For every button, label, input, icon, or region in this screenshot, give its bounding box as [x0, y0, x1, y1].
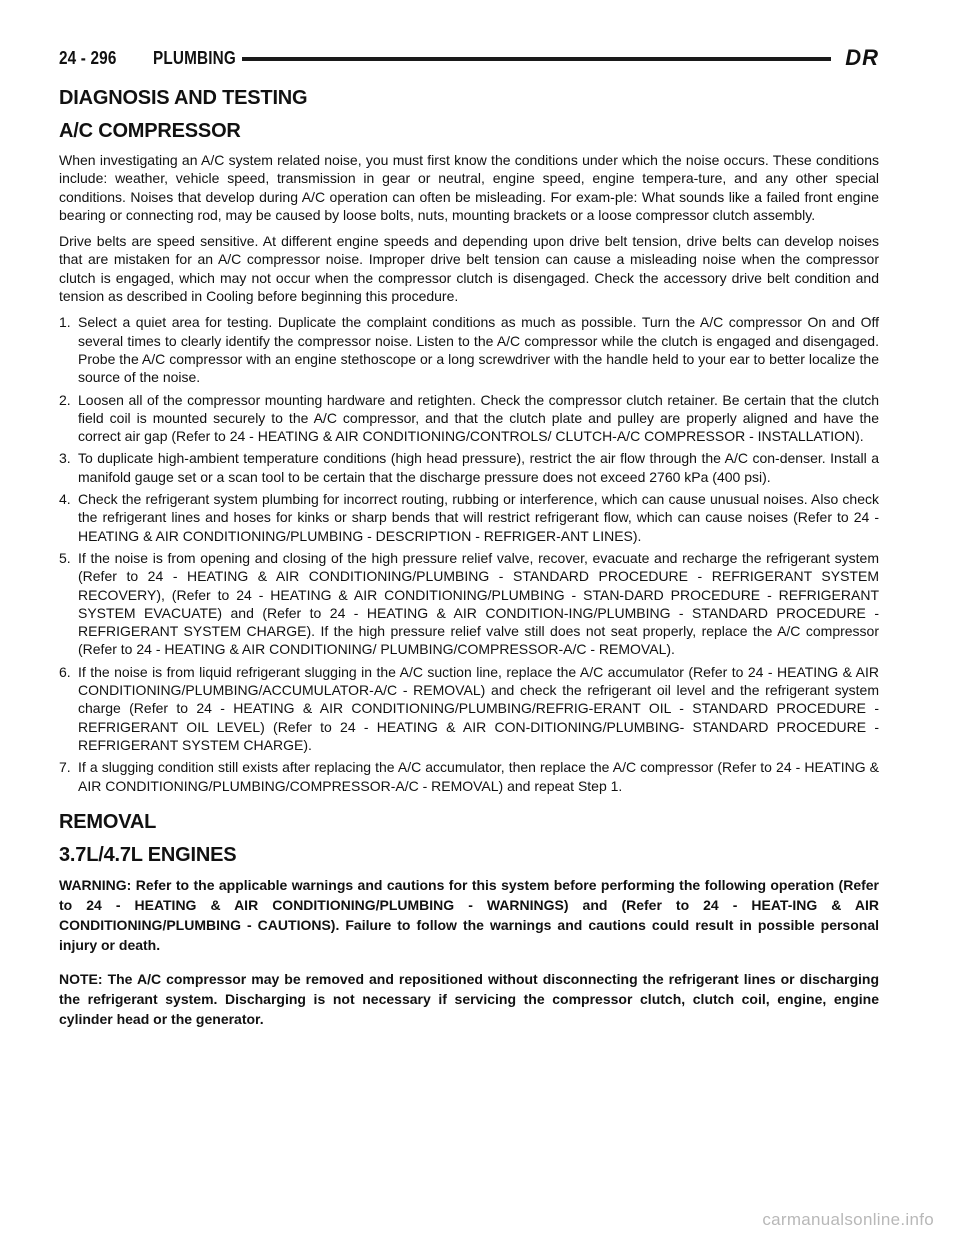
note-text: NOTE: The A/C compressor may be removed and repositioned without disconnecting the refrigerant lines or discharging the refrigerant system. Discharging is not necessary if servicing the compressor clutch, clutch coil, engine, engine cylinder head or the generator.: [59, 970, 879, 1027]
diagnosis-steps: [59, 313, 879, 794]
step-number: 3.: [59, 450, 71, 467]
site-watermark: carmanualsonline.info: [762, 1210, 934, 1229]
step-number: 7.: [59, 759, 71, 776]
step-item: [59, 663, 879, 754]
step-number: 6.: [59, 663, 71, 680]
step-text: If the noise is from opening and closing of the high pressure relief valve, recover, evacuate and recharge the refrigerant system (Refer to 24 - HEATING & AIR CONDITIONING/PLUMBING - STANDARD PROCEDURE - REFRIGERANT SYSTEM RECOVERY), (Refer to 24 - HEATING & AIR CONDITIONING/PLUMBING - STAN-DARD PROCEDURE - REFRIGERANT SYSTEM EVACUATE) and (Refer to 24 - HEATING & AIR CONDITION-ING/PLUMBING - STANDARD PROCEDURE - REFRIGERANT SYSTEM CHARGE). If the high pressure relief valve still does not seat properly, replace the A/C compressor (Refer to 24 - HEATING & AIR CONDITIONING/ PLUMBING/COMPRESSOR-A/C - REMOVAL).: [78, 549, 879, 658]
step-text: If the noise is from liquid refrigerant slugging in the A/C suction line, replace the A/C accumulator (Refer to 24 - HEATING & AIR CONDITIONING/PLUMBING/ACCUMULATOR-A/C - REMOVAL) and check the refrigerant oil level and the refrigerant system charge (Refer to 24 - HEATING & AIR CONDITIONING/PLUMBING/REFRIG-ERANT OIL - STANDARD PROCEDURE - REFRIGERANT OIL LEVEL) (Refer to 24 - HEATING & AIR CON-DITIONING/PLUMBING- STANDARD PROCEDURE - REFRIGERANT SYSTEM CHARGE).: [78, 663, 879, 753]
page-header: [59, 44, 879, 74]
removal-subheading: 3.7L/4.7L ENGINES: [59, 843, 237, 866]
section-name: PLUMBING: [153, 48, 236, 68]
step-item: [59, 449, 879, 486]
page-content: [59, 87, 879, 1043]
step-number: 1.: [59, 314, 71, 331]
step-item: [59, 391, 879, 446]
step-text: If a slugging condition still exists after replacing the A/C accumulator, then replace the A/C compressor (Refer to 24 - HEATING & AIR CONDITIONING/PLUMBING/COMPRESSOR-A/C - REMOVAL) and repeat Step 1.: [78, 759, 879, 794]
step-item: [59, 313, 879, 386]
step-item: [59, 549, 879, 659]
step-text: Check the refrigerant system plumbing for incorrect routing, rubbing or interference, which can cause unusual noises. Also check the refrigerant lines and hoses for kinks or sharp bends that will restrict refrigerant flow, which can cause noises (Refer to 24 - HEATING & AIR CONDITIONING/PLUMBING - DESCRIPTION - REFRIGER-ANT LINES).: [78, 491, 879, 544]
diagnosis-paragraph: When investigating an A/C system related noise, you must first know the conditions under which the noise occurs. These conditions include: weather, vehicle speed, transmission in gear or neutral, engine speed, engine tempera-ture, and any other special conditions. Noises that develop during A/C operation can often be misleading. For exam-ple: What sounds like a failed front engine bearing or connecting rod, may be caused by loose bolts, nuts, mounting brackets or a loose compressor clutch assembly.: [59, 152, 879, 223]
diagnosis-subheading: A/C COMPRESSOR: [59, 120, 241, 142]
page-number: 24 - 296: [59, 48, 117, 68]
step-number: 4.: [59, 491, 71, 508]
step-item: [59, 758, 879, 795]
diagnosis-paragraph: Drive belts are speed sensitive. At different engine speeds and depending upon drive belt tension, drive belts can develop noises that are mistaken for an A/C compressor noise. Improper drive belt tension can cause a misleading noise when the compressor clutch is engaged, which may not occur when the compressor clutch is disengaged. Check the accessory drive belt condition and tension as described in Cooling before beginning this procedure.: [59, 233, 879, 305]
warning-text: WARNING: Refer to the applicable warnings and cautions for this system before performing the following operation (Refer to 24 - HEATING & AIR CONDITIONING/PLUMBING - WARNINGS) and (Refer to 24 - HEAT-ING & AIR CONDITIONING/PLUMBING - CAUTIONS). Failure to follow the warnings and cautions could result in possible personal injury or death.: [59, 876, 879, 953]
step-text: Select a quiet area for testing. Duplicate the complaint conditions as much as possible. Turn the A/C compressor On and Off several times to clearly identify the compressor noise. Listen to the A/C compressor while the clutch is engaged and disengaged. Probe the A/C compressor with an engine stethoscope or a long screwdriver with the handle held to your ear to better localize the source of the noise.: [78, 314, 879, 386]
step-number: 5.: [59, 549, 71, 566]
step-number: 2.: [59, 391, 71, 408]
header-rule: [242, 57, 831, 61]
step-item: [59, 490, 879, 545]
removal-heading: REMOVAL: [59, 810, 157, 833]
step-text: Loosen all of the compressor mounting hardware and retighten. Check the compressor clutch retainer. Be certain that the clutch field coil is mounted securely to the A/C compressor, and that the clutch plate and pulley are properly aligned and have the correct air gap (Refer to 24 - HEATING & AIR CONDITIONING/CONTROLS/ CLUTCH-A/C COMPRESSOR - INSTALLATION).: [78, 391, 879, 445]
model-code: DR: [845, 45, 879, 70]
diagnosis-heading: DIAGNOSIS AND TESTING: [59, 87, 308, 109]
step-text: To duplicate high-ambient temperature conditions (high head pressure), restrict the air flow through the A/C con-denser. Install a manifold gauge set or a scan tool to be certain that the discharge pressure does not exceed 2760 kPa (400 psi).: [78, 450, 879, 485]
